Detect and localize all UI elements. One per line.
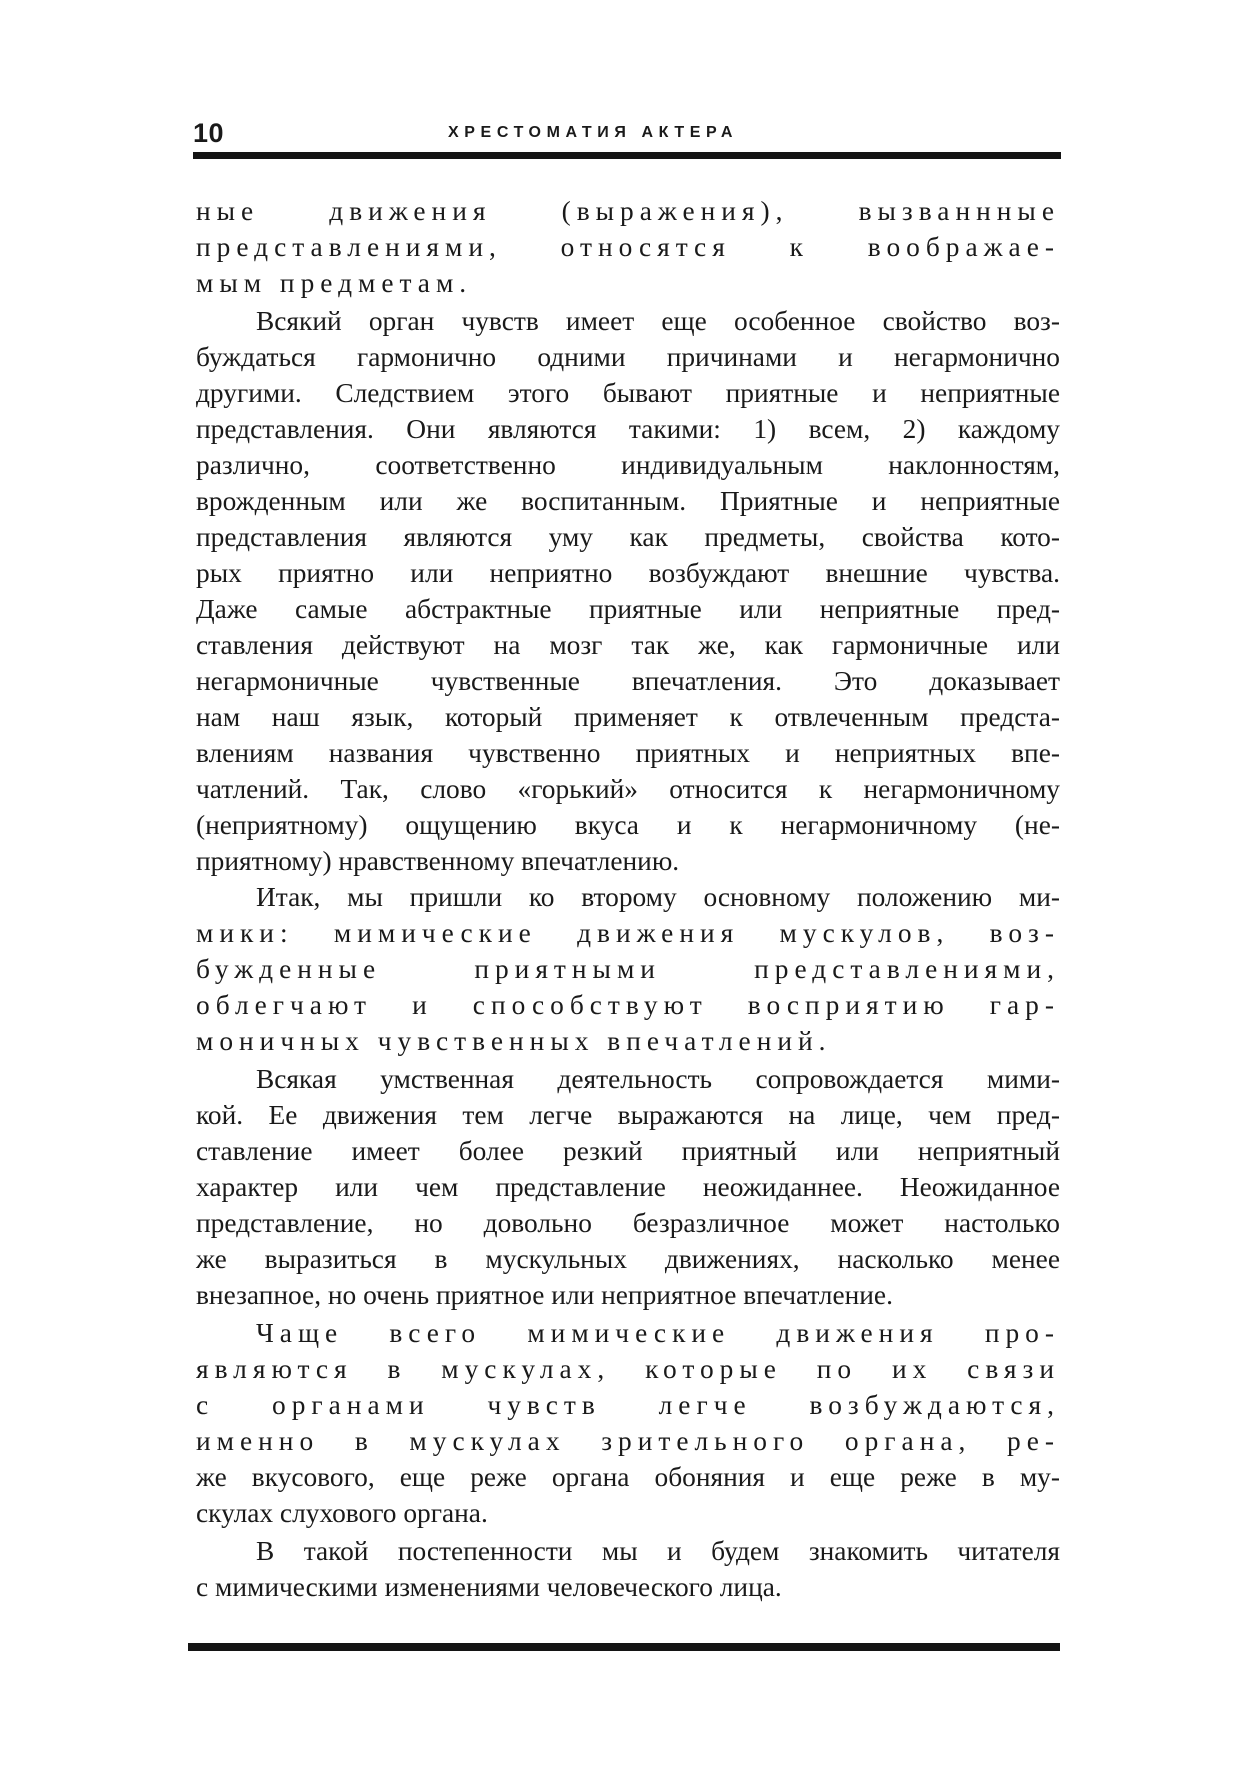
text-line: другими. Следствием этого бывают приятные и неприятные <box>196 378 1060 408</box>
header-rule <box>193 152 1061 159</box>
text-line: В такой постепенности мы и будем знакомить читателя <box>256 1536 1060 1566</box>
text-line: представления. Они являются такими: 1) всем, 2) каждому <box>196 414 1060 444</box>
text-line: с мимическими изменениями человеческого лица. <box>196 1572 782 1602</box>
text-line: ставление имеет более резкий приятный или неприятный <box>196 1136 1060 1166</box>
text-line: представлениями, относятся к воображае- <box>196 232 1060 262</box>
text-line: влениям названия чувственно приятных и неприятных впе- <box>196 738 1060 768</box>
text-line: мики: мимические движения мускулов, воз- <box>196 918 1060 948</box>
text-line: же вкусового, еще реже органа обоняния и еще реже в му- <box>196 1462 1060 1492</box>
text-line: с органами чувств легче возбуждаются, <box>196 1390 1060 1420</box>
text-line: ные движения (выражения), вызваннные <box>196 196 1060 226</box>
text-line: приятному) нравственному впечатлению. <box>196 846 680 876</box>
text-line: (неприятному) ощущению вкуса и к негармоничному (не- <box>196 810 1060 840</box>
text-line: бужденные приятными представлениями, <box>196 954 1060 984</box>
text-line: рых приятно или неприятно возбуждают внешние чувства. <box>196 558 1060 588</box>
text-line: внезапное, но очень приятное или неприятное впечатление. <box>196 1280 893 1310</box>
running-head: ХРЕСТОМАТИЯ АКТЕРА <box>448 124 739 141</box>
page-number: 10 <box>193 118 225 148</box>
text-line: облегчают и способствуют восприятию гар- <box>196 990 1060 1020</box>
text-line: ставления действуют на мозг так же, как гармоничные или <box>196 630 1060 660</box>
text-line: именно в мускулах зрительного органа, ре- <box>196 1426 1060 1456</box>
text-line: Даже самые абстрактные приятные или неприятные пред- <box>196 594 1060 624</box>
text-line: скулах слухового органа. <box>196 1498 488 1528</box>
footer-rule <box>188 1643 1060 1651</box>
text-line: Чаще всего мимические движения про- <box>256 1318 1060 1348</box>
text-line: характер или чем представление неожиданнее. Неожиданное <box>196 1172 1060 1202</box>
text-body <box>196 193 1060 1605</box>
text-line: буждаться гармонично одними причинами и негармонично <box>196 342 1060 372</box>
text-line: Всякий орган чувств имеет еще особенное свойство воз- <box>256 306 1060 336</box>
text-line: Итак, мы пришли ко второму основному положению ми- <box>256 882 1060 912</box>
text-line: мым предметам. <box>196 268 473 298</box>
text-line: врожденным или же воспитанным. Приятные и неприятные <box>196 486 1060 516</box>
text-line: нам наш язык, который применяет к отвлеченным предста- <box>196 702 1060 732</box>
text-line: различно, соответственно индивидуальным наклонностям, <box>196 450 1060 480</box>
text-line: кой. Ее движения тем легче выражаются на лице, чем пред- <box>196 1100 1060 1130</box>
text-line: представления являются уму как предметы, свойства кото- <box>196 522 1060 552</box>
text-line: являются в мускулах, которые по их связи <box>196 1354 1060 1384</box>
text-line: негармоничные чувственные впечатления. Это доказывает <box>196 666 1060 696</box>
text-line: же выразиться в мускульных движениях, насколько менее <box>196 1244 1060 1274</box>
text-line: моничных чувственных впечатлений. <box>196 1026 832 1056</box>
text-line: представление, но довольно безразличное может настолько <box>196 1208 1060 1238</box>
text-line: чатлений. Так, слово «горький» относится к негармоничному <box>196 774 1060 804</box>
text-line: Всякая умственная деятельность сопровождается мими- <box>256 1064 1060 1094</box>
